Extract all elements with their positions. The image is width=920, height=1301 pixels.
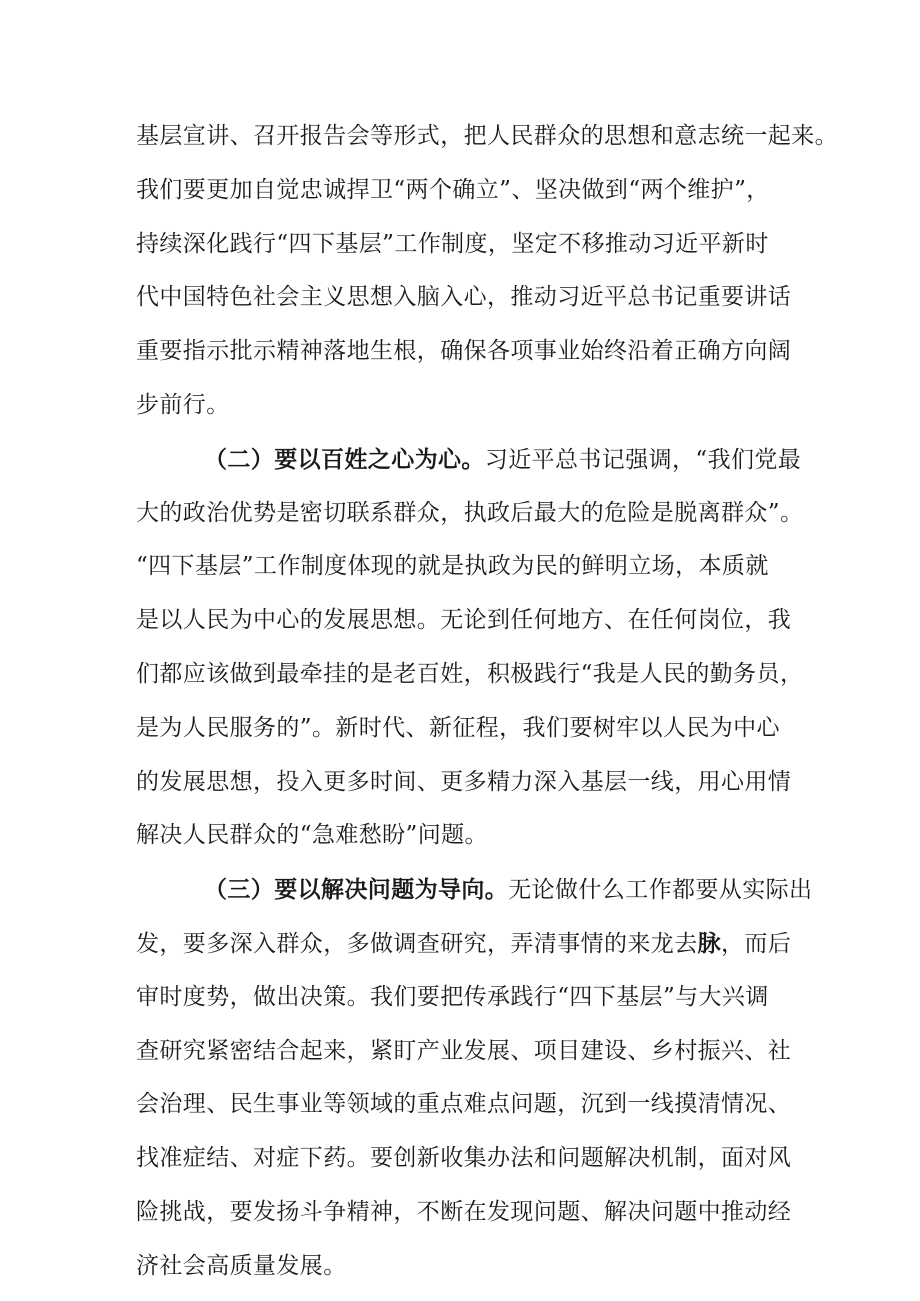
text-line: 重要指示批示精神落地生根，确保各项事业始终沿着正确方向阔 bbox=[136, 338, 792, 365]
paragraph-3 bbox=[136, 863, 826, 1293]
text-line bbox=[136, 433, 826, 487]
text-run: ，而后 bbox=[721, 930, 792, 957]
section-heading: （三）要以解决问题为导向。 bbox=[204, 876, 509, 904]
text-line: 审时度势，做出决策。我们要把传承践行“四下基层”与大兴调 bbox=[136, 983, 769, 1010]
text-line: 找准症结、对症下药。要创新收集办法和问题解决机制，面对风 bbox=[136, 1145, 792, 1172]
text-line: 大的政治优势是密切联系群众，执政后最大的危险是脱离群众”。 bbox=[136, 499, 804, 526]
text-line: 代中国特色社会主义思想入脑入心，推动习近平总书记重要讲话 bbox=[136, 284, 792, 311]
text-line: 是以人民为中心的发展思想。无论到任何地方、在任何岗位，我 bbox=[136, 607, 792, 634]
text-line: 是为人民服务的”。新时代、新征程，我们要树牢以人民为中心 bbox=[136, 714, 780, 741]
text-line: 基层宣讲、召开报告会等形式，把人民群众的思想和意志统一起来。 bbox=[136, 123, 838, 149]
text-line: 险挑战，要发扬斗争精神，不断在发现问题、解决问题中推动经 bbox=[136, 1198, 792, 1225]
text-line: 解决人民群众的“急难愁盼”问题。 bbox=[136, 822, 488, 849]
text-line bbox=[136, 917, 826, 971]
bold-text-run: 脉 bbox=[697, 929, 722, 957]
section-heading: （二）要以百姓之心为心。 bbox=[204, 445, 485, 473]
paragraph-1 bbox=[136, 110, 838, 433]
text-line bbox=[136, 863, 826, 917]
text-line: 步前行。 bbox=[136, 391, 230, 418]
text-run: 习近平总书记强调，“我们党最 bbox=[484, 446, 802, 473]
text-line: 济社会高质量发展。 bbox=[136, 1252, 347, 1279]
text-line: 持续深化践行“四下基层”工作制度，坚定不移推动习近平新时 bbox=[136, 230, 769, 257]
text-line: “四下基层”工作制度体现的就是执政为民的鲜明立场，本质就 bbox=[136, 553, 769, 580]
text-run: 无论做什么工作都要从实际出 bbox=[508, 877, 813, 904]
text-line: 会治理、民生事业等领域的重点难点问题，沉到一线摸清情况、 bbox=[136, 1091, 792, 1118]
text-line: 们都应该做到最牵挂的是老百姓，积极践行“我是人民的勤务员， bbox=[136, 660, 804, 687]
text-line: 我们要更加自觉忠诚捍卫“两个确立”、坚决做到“两个维护”， bbox=[136, 176, 770, 203]
text-run: 发，要多深入群众，多做调查研究，弄清事情的来龙去 bbox=[136, 930, 698, 957]
text-line: 查研究紧密结合起来，紧盯产业发展、项目建设、乡村振兴、社 bbox=[136, 1037, 792, 1064]
text-line: 的发展思想，投入更多时间、更多精力深入基层一线，用心用情 bbox=[136, 768, 792, 795]
document-body bbox=[136, 110, 838, 1294]
paragraph-2 bbox=[136, 433, 826, 863]
